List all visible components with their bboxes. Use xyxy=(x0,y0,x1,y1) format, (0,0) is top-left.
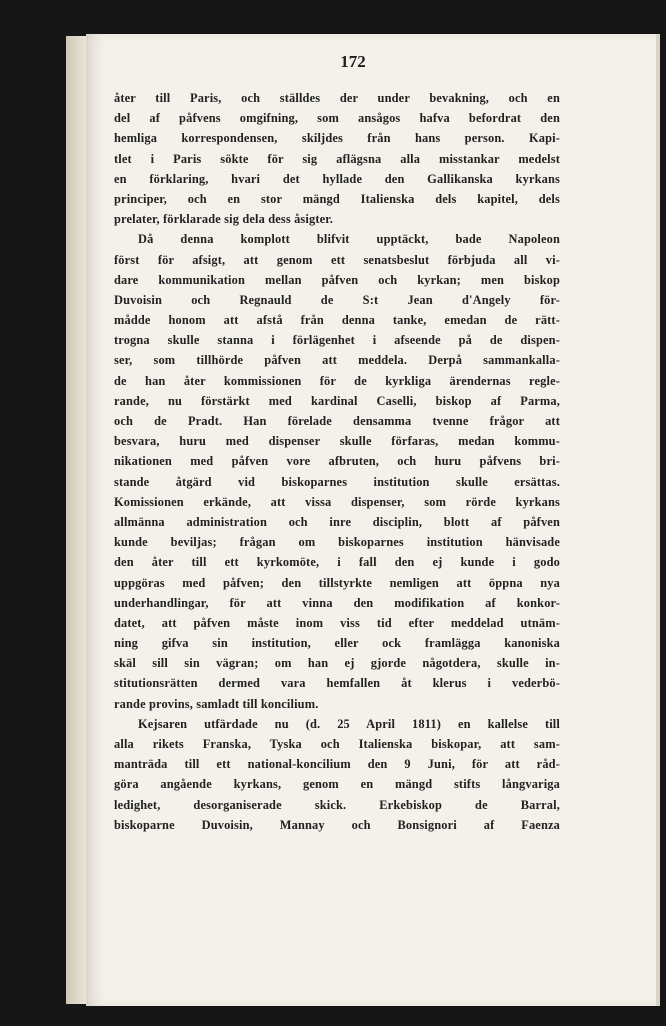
text-line: den åter till ett kyrkomöte, i fall den ej kunde i godo xyxy=(114,555,560,570)
text-line: de han åter kommissionen för de kyrkliga ärendernas regle- xyxy=(114,373,560,388)
text-line: Duvoisin och Regnauld de S:t Jean d'Angely för- xyxy=(114,292,560,307)
text-line: dare kommunikation mellan påfven och kyrkan; men biskop xyxy=(114,272,560,287)
text-line: principer, och en stor mängd Italienska dels kapitel, dels xyxy=(114,191,560,206)
text-line: mådde honom att afstå från denna tanke, emedan de rätt- xyxy=(114,313,560,328)
text-line: datet, att påfven måste inom viss tid efter meddelad utnäm- xyxy=(114,615,560,630)
text-line: prelater, förklarade sig dela dess åsigter. xyxy=(114,212,334,227)
book-spine xyxy=(66,36,88,1004)
text-line: rande provins, samladt till koncilium. xyxy=(114,696,319,711)
page-edge xyxy=(656,34,660,1006)
text-line: allmänna administration och inre disciplin, blott af påfven xyxy=(114,514,560,529)
text-line: göra angående kyrkans, genom en mängd stifts långvariga xyxy=(114,777,560,792)
body-text xyxy=(114,88,560,835)
text-line: stande åtgärd vid biskoparnes institution skulle ersättas. xyxy=(114,474,560,489)
text-line: besvara, huru med dispenser skulle förfaras, medan kommu- xyxy=(114,434,560,449)
text-line: kunde beviljas; frågan om biskoparnes institution hänvisade xyxy=(114,535,560,550)
text-line: ser, som tillhörde påfven att meddela. Derpå sammankalla- xyxy=(114,353,560,368)
text-line: tlet i Paris sökte för sig aflägsna alla misstankar medelst xyxy=(114,151,560,166)
text-line: stitutionsrätten dermed vara hemfallen åt klerus i vederbö- xyxy=(114,676,560,691)
text-line: biskoparne Duvoisin, Mannay och Bonsignori af Faenza xyxy=(114,817,560,832)
text-line: ledighet, desorganiserade skick. Erkebiskop de Barral, xyxy=(114,797,560,812)
text-line: och de Pradt. Han förelade densamma tvenne frågor att xyxy=(114,414,560,428)
text-line: rande, nu förstärkt med kardinal Caselli, biskop af Parma, xyxy=(114,393,560,408)
text-line: först för afsigt, att genom ett senatsbeslut förbjuda all vi- xyxy=(114,252,560,267)
text-line: del af påfvens omgifning, som ansågos hafva befordrat den xyxy=(114,111,560,126)
text-line: alla rikets Franska, Tyska och Italienska biskopar, att sam- xyxy=(114,737,560,751)
text-line: manträda till ett national-koncilium den 9 Juni, för att råd- xyxy=(114,757,560,772)
text-line: Kejsaren utfärdade nu (d. 25 April 1811) en kallelse till xyxy=(138,716,560,731)
text-line: en förklaring, hvari det hyllade den Gallikanska kyrkans xyxy=(114,171,560,186)
text-line: ning gifva sin institution, eller ock framlägga kanoniska xyxy=(114,636,560,651)
text-line: åter till Paris, och ställdes der under bevakning, och en xyxy=(114,91,560,105)
text-line: nikationen med påfven vore afbruten, och huru påfvens bri- xyxy=(114,454,560,469)
page-number: 172 xyxy=(340,52,366,71)
text-line: Komissionen erkände, att vissa dispenser, som rörde kyrkans xyxy=(114,494,560,509)
text-line: hemliga korrespondensen, skiljdes från hans person. Kapi- xyxy=(114,131,560,146)
text-line: trogna skulle stanna i förlägenhet i afseende på de dispen- xyxy=(114,333,560,348)
text-line: uppgöras med påfven; den tillstyrkte nemligen att öppna nya xyxy=(114,575,560,590)
text-line: Då denna komplott blifvit upptäckt, bade Napoleon xyxy=(138,232,560,247)
text-line: underhandlingar, för att vinna den modifikation af konkor- xyxy=(114,595,560,610)
text-line: skäl sill sin vägran; om han ej gjorde någotdera, skulle in- xyxy=(114,656,560,671)
